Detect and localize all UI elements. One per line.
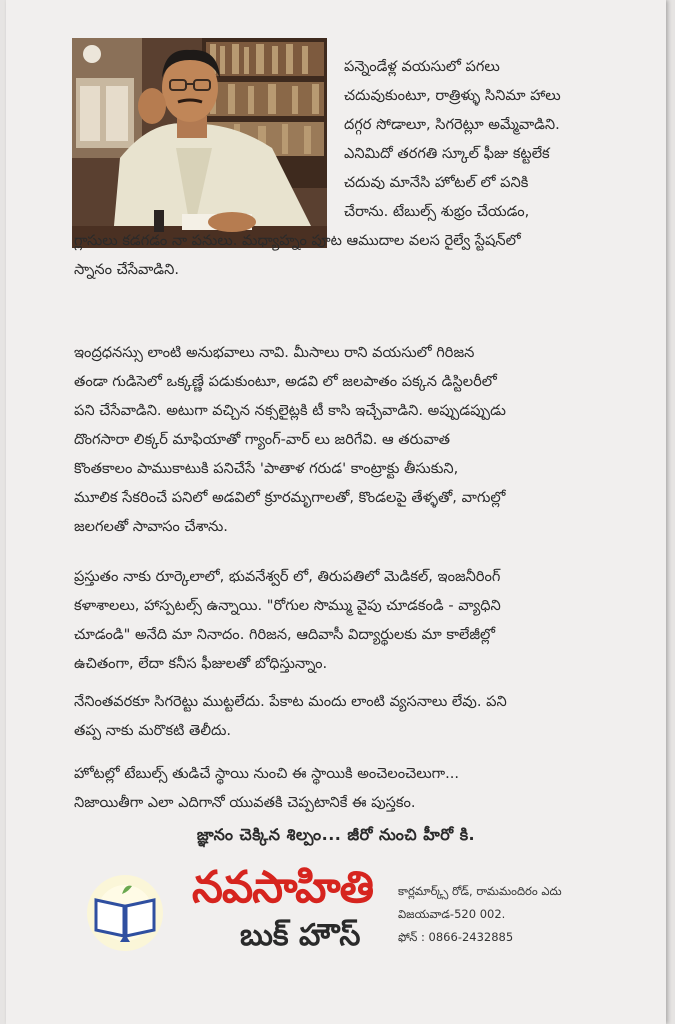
author-photo xyxy=(72,38,327,248)
text-line: చేరాను. టేబుల్స్ శుభ్రం చేయడం, xyxy=(344,203,530,220)
bio-paragraph-5 xyxy=(74,759,622,817)
text-line: చదువు మానేసి హోటల్ లో పనికి xyxy=(344,174,529,191)
text-line: కళాశాలలు, హాస్పటల్స్ ఉన్నాయి. "రోగుల సొమ్ము వైపు చూడకండి - వ్యాధిని xyxy=(74,597,501,614)
text-line: పని చేసేవాడిని. అటుగా వచ్చిన నక్సలైట్లకి టీ కాసి ఇచ్చేవాడిని. అప్పుడప్పుడు xyxy=(74,402,506,419)
phone-number: ఫోన్ : 0866-2432885 xyxy=(398,930,514,944)
publisher-name-sub: బుక్ హౌస్ xyxy=(240,918,361,953)
publisher-address xyxy=(398,880,562,949)
text-line: ప్రస్తుతం నాకు రూర్కెలాలో, భువనేశ్వర్ లో, తిరుపతిలో మెడికల్, ఇంజనీరింగ్ xyxy=(74,568,501,585)
text-line: దగ్గర సోడాలూ, సిగరెట్లూ అమ్మేవాడిని. xyxy=(344,116,560,133)
text-line: జలగలతో సావాసం చేశాను. xyxy=(74,518,228,535)
text-line: హోటల్లో టేబుల్స్ తుడిచే స్థాయి నుంచి ఈ స్థాయికి అంచెలంచెలుగా... xyxy=(74,765,459,782)
text-line: ఇంద్రధనస్సు లాంటి అనుభవాలు నావి. మీసాలు రాని వయసులో గిరిజన xyxy=(74,344,475,361)
back-cover xyxy=(6,0,666,1024)
text-line: తండా గుడిసెలో ఒక్కణ్ణే పడుకుంటూ, అడవి లో జలపాతం పక్కన డిస్టిలరీలో xyxy=(74,373,497,390)
text-line: తప్ప నాకు మరొకటి తెలీదు. xyxy=(74,722,232,739)
bio-paragraph-1-full xyxy=(74,226,622,284)
text-line: నేనింతవరకూ సిగరెట్టు ముట్టలేదు. పేకాట మందు లాంటి వ్యసనాలు లేవు. పని xyxy=(74,693,507,710)
address-line: కార్లమార్క్స్ రోడ్, రామమందిరం ఎదు xyxy=(398,884,562,898)
bio-paragraph-2 xyxy=(74,338,622,541)
bio-paragraph-4 xyxy=(74,687,622,745)
text-line: నిజాయితీగా ఎలా ఎదిగానో యువతకి చెప్పటానికే ఈ పుస్తకం. xyxy=(74,794,416,811)
text-line: చదువుకుంటూ, రాత్రిళ్ళు సినిమా హాలు xyxy=(344,87,561,104)
text-line: ఎనిమిదో తరగతి స్కూల్ ఫీజు కట్టలేక xyxy=(344,145,550,162)
bio-paragraph-3 xyxy=(74,562,622,678)
address-line: విజయవాడ-520 002. xyxy=(398,907,506,921)
text-line: పన్నెండేళ్ల వయసులో పగలు xyxy=(344,58,500,75)
text-line: ఉచితంగా, లేదా కనీస ఫీజులతో బోధిస్తున్నాం. xyxy=(74,655,328,672)
text-line: గ్లాసులు కడగడం నా పనులు. మధ్యాహ్నం పూట ఆముదాల వలస రైల్వే స్టేషన్‌లో xyxy=(74,232,521,249)
text-line: చూడండి" అనేది మా నినాదం. గిరిజన, ఆదివాసీ విద్యార్థులకు మా కాలేజీల్లో xyxy=(74,626,496,643)
tagline: జ్ఞానం చెక్కిన శిల్పం... జీరో నుంచి హీరో కి. xyxy=(196,825,476,844)
text-line: మూలిక సేకరించే పనిలో అడవిలో క్రూరమృగాలతో, కొండలపై తేళ్ళతో, వాగుల్లో xyxy=(74,489,506,506)
publisher-logo-book-icon xyxy=(84,872,166,954)
text-line: కొంతకాలం పాముకాటుకి పనిచేసే 'పాతాళ గరుడ' కాంట్రాక్టు తీసుకుని, xyxy=(74,460,459,477)
publisher-name: నవసాహితి xyxy=(192,862,374,913)
text-line: దొంగసారా లిక్కర్ మాఫియాతో గ్యాంగ్-వార్ లు జరిగేవి. ఆ తరువాత xyxy=(74,431,451,448)
bio-paragraph-1-beside-photo xyxy=(344,52,622,226)
text-line: స్నానం చేసేవాడిని. xyxy=(74,261,179,278)
